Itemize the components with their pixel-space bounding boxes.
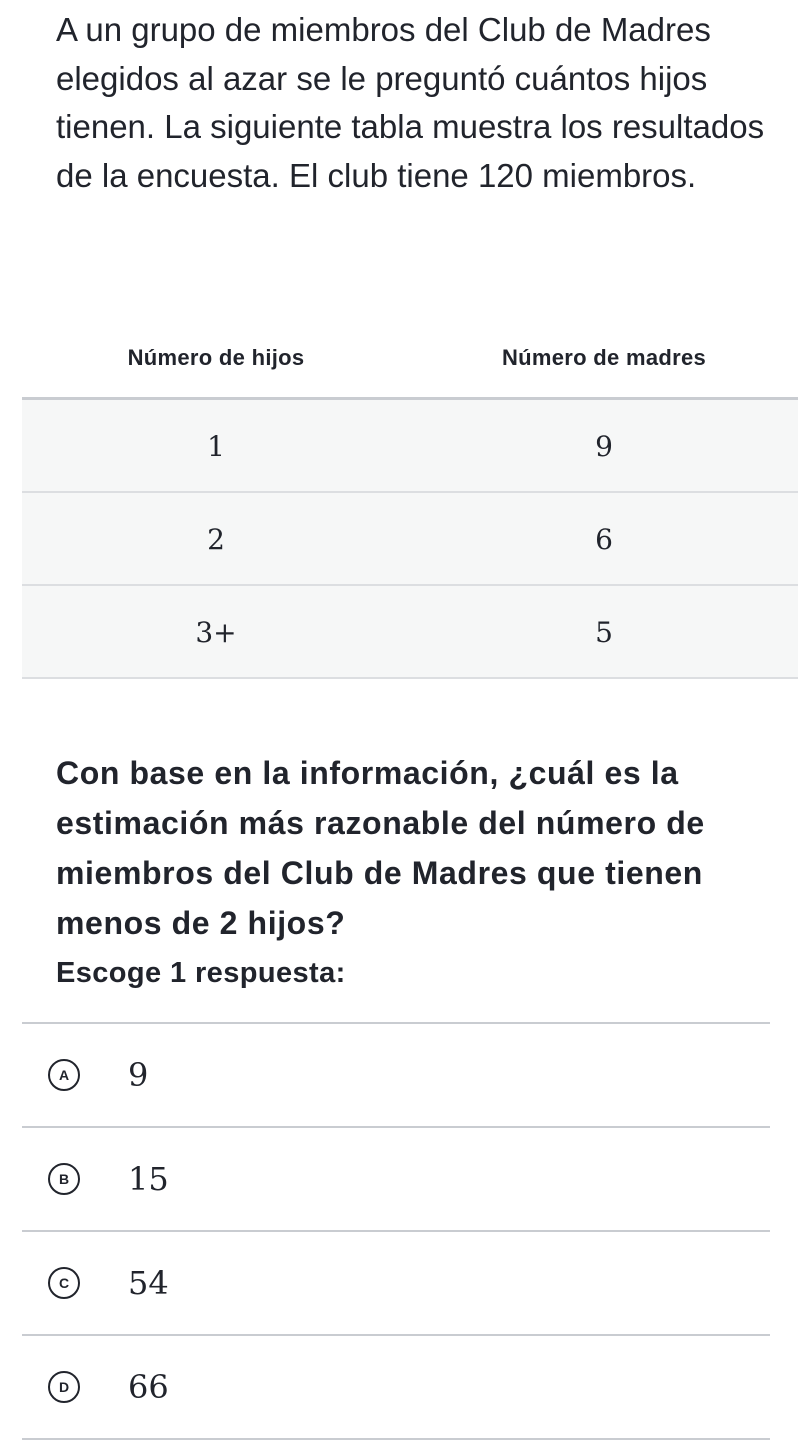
table-row bbox=[22, 586, 798, 679]
question-text: Con base en la información, ¿cuál es la estimación más razonable del número de miembros del Club de Madres que tienen menos de 2 hijos? bbox=[56, 755, 705, 941]
table-row bbox=[22, 400, 798, 493]
choice-letter-d: D bbox=[48, 1371, 80, 1403]
header-number-of-children: Número de hijos bbox=[127, 345, 305, 370]
table-row bbox=[22, 493, 798, 586]
choice-c[interactable] bbox=[22, 1232, 770, 1336]
table-cell: 2 bbox=[207, 523, 225, 556]
header-number-of-mothers: Número de madres bbox=[501, 345, 707, 370]
choice-b[interactable] bbox=[22, 1128, 770, 1232]
survey-table bbox=[22, 330, 798, 679]
table-header bbox=[22, 330, 798, 400]
choice-a[interactable] bbox=[22, 1024, 770, 1128]
table-cell: 1 bbox=[207, 430, 225, 463]
choice-value-b: 15 bbox=[128, 1160, 169, 1198]
choice-value-a: 9 bbox=[128, 1056, 149, 1094]
choice-value-d: 66 bbox=[128, 1368, 169, 1406]
table-cell: 6 bbox=[595, 523, 613, 556]
table-cell: 9 bbox=[595, 430, 613, 463]
choice-d[interactable] bbox=[22, 1336, 770, 1440]
choice-value-c: 54 bbox=[128, 1264, 169, 1302]
answer-choices bbox=[22, 1022, 770, 1440]
table-cell: 5 bbox=[595, 616, 613, 649]
choice-letter-a: A bbox=[48, 1059, 80, 1091]
choice-letter-b: B bbox=[48, 1163, 80, 1195]
answer-instruction: Escoge 1 respuesta: bbox=[56, 957, 346, 989]
choice-letter-c: C bbox=[48, 1267, 80, 1299]
problem-intro: A un grupo de miembros del Club de Madres elegidos al azar se le preguntó cuántos hijos tienen. La siguiente tabla muestra los resultados de la encuesta. El club tiene 120 miembros. bbox=[56, 11, 765, 194]
table-cell: 3+ bbox=[195, 616, 237, 649]
